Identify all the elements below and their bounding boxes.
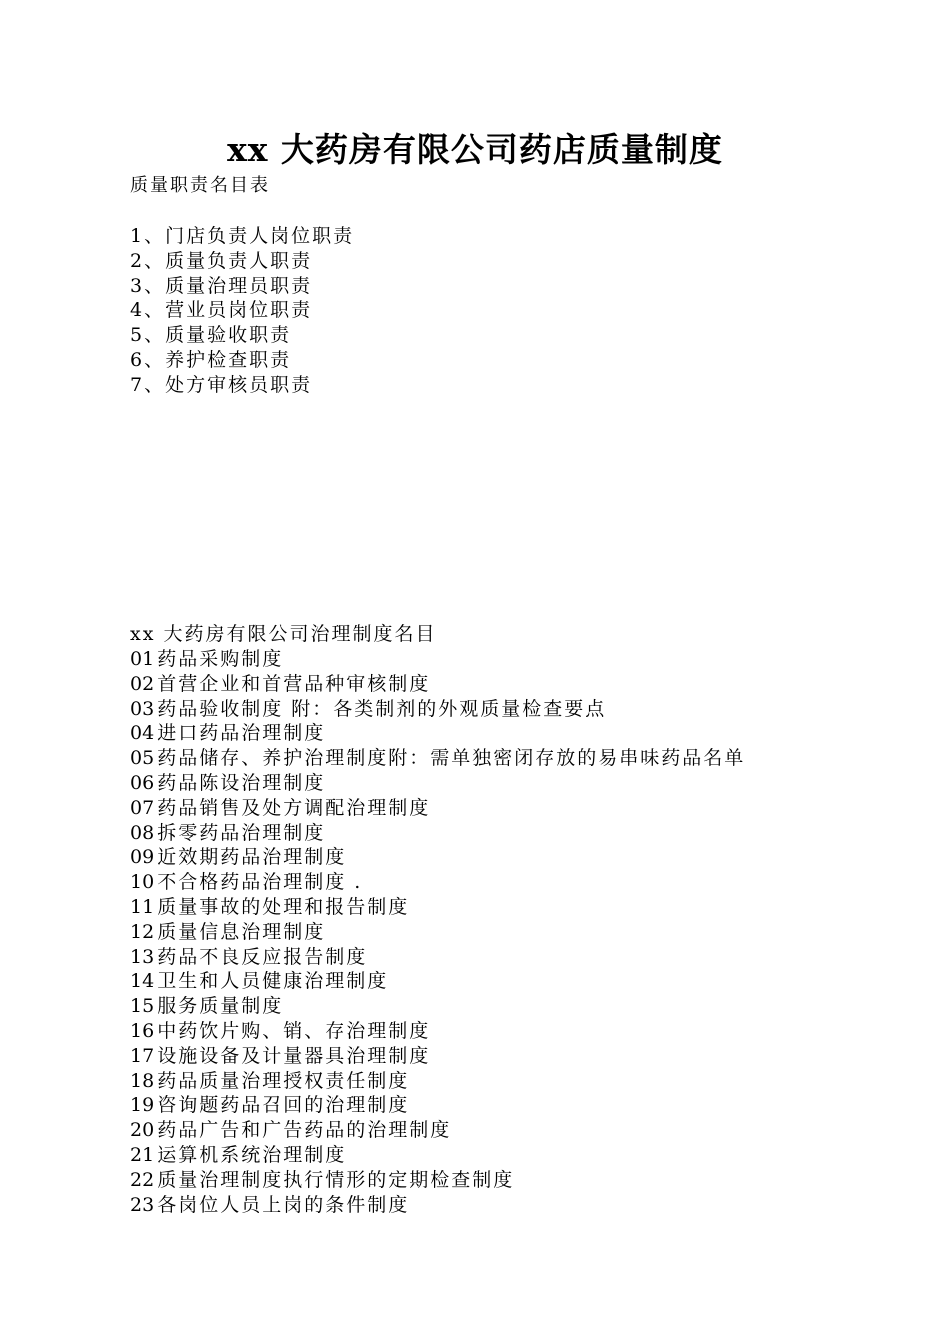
duties-heading: 质量职责名目表: [130, 175, 270, 196]
regulation-item: [130, 796, 745, 821]
regulation-text: 近效期药品治理制度: [157, 846, 347, 869]
regulation-item: [130, 1069, 745, 1094]
regulation-number: 16: [130, 1019, 155, 1042]
regulation-item: [130, 1143, 745, 1168]
regulation-text: 服务质量制度: [157, 995, 284, 1018]
regulation-text: 运算机系统治理制度: [157, 1143, 347, 1166]
regulation-item: [130, 771, 745, 796]
regulation-text: 质量事故的处理和报告制度: [157, 895, 410, 918]
regulations-heading: xx 大药房有限公司治理制度名目: [130, 623, 437, 645]
regulation-item: [130, 1019, 745, 1044]
duty-item: 4、营业员岗位职责: [130, 299, 313, 322]
regulation-number: 11: [130, 895, 155, 918]
regulation-text: 中药饮片购、销、存治理制度: [157, 1019, 431, 1042]
regulation-number: 09: [130, 846, 155, 869]
duty-item: 2、质量负责人职责: [130, 249, 313, 272]
regulation-item: [130, 1093, 745, 1118]
regulation-text: 药品陈设治理制度: [157, 771, 326, 794]
regulation-number: 07: [130, 796, 155, 819]
regulation-item: [130, 994, 745, 1019]
regulation-item: [130, 821, 745, 846]
regulation-text: 拆零药品治理制度: [157, 821, 326, 844]
regulation-item: [130, 895, 745, 920]
regulation-text: 咨询题药品召回的治理制度: [157, 1094, 410, 1117]
regulation-text: 药品验收制度 附：各类制剂的外观质量检查要点: [157, 697, 607, 720]
regulation-text: 药品不良反应报告制度: [157, 945, 368, 968]
regulation-text: 药品储存、养护治理制度附：需单独密闭存放的易串味药品名单: [157, 747, 746, 770]
regulation-number: 14: [130, 970, 155, 993]
regulation-text: 设施设备及计量器具治理制度: [157, 1044, 431, 1067]
regulation-text: 质量信息治理制度: [157, 920, 326, 943]
regulation-text: 进口药品治理制度: [157, 722, 326, 745]
regulation-number: 19: [130, 1094, 155, 1117]
regulation-item: [130, 697, 745, 722]
duty-item: 3、质量治理员职责: [130, 274, 313, 297]
regulation-item: [130, 672, 745, 697]
regulation-text: 药品广告和广告药品的治理制度: [157, 1119, 452, 1142]
regulation-text: 药品采购制度: [157, 648, 284, 670]
regulation-number: 20: [130, 1119, 155, 1142]
regulation-item: [130, 845, 745, 870]
regulation-item: [130, 870, 745, 895]
duty-item: 5、质量验收职责: [130, 324, 292, 347]
regulation-text: 卫生和人员健康治理制度: [157, 970, 389, 993]
regulation-number: 15: [130, 995, 155, 1018]
regulation-number: 21: [130, 1143, 155, 1166]
duty-item: 6、养护检查职责: [130, 348, 292, 371]
regulation-text: 首营企业和首营品种审核制度: [157, 672, 431, 695]
regulation-number: 03: [130, 697, 155, 720]
regulation-number: 17: [130, 1044, 155, 1067]
regulation-text: 药品质量治理授权责任制度: [157, 1069, 410, 1092]
regulation-item: [130, 647, 745, 672]
regulation-text: 不合格药品治理制度 .: [157, 871, 363, 894]
duties-list: [130, 224, 354, 398]
regulation-number: 22: [130, 1168, 155, 1191]
regulation-item: [130, 1044, 745, 1069]
regulation-item: [130, 1118, 745, 1143]
regulation-number: 05: [130, 747, 155, 770]
regulation-number: 10: [130, 871, 155, 894]
regulation-number: 06: [130, 771, 155, 794]
regulations-list: [130, 647, 745, 1217]
regulation-number: 02: [130, 672, 155, 695]
duty-item: 7、处方审核员职责: [130, 373, 313, 396]
regulation-item: [130, 969, 745, 994]
regulation-text: 药品销售及处方调配治理制度: [157, 796, 431, 819]
regulation-item: [130, 1168, 745, 1193]
regulation-text: 质量治理制度执行情形的定期检查制度: [157, 1168, 515, 1191]
regulation-item: [130, 746, 745, 771]
regulation-item: [130, 920, 745, 945]
regulation-number: 08: [130, 821, 155, 844]
regulation-number: 12: [130, 920, 155, 943]
regulation-item: [130, 945, 745, 970]
regulation-item: [130, 1193, 745, 1218]
regulation-number: 13: [130, 945, 155, 968]
regulation-item: [130, 721, 745, 746]
regulation-number: 23: [130, 1193, 155, 1216]
regulation-number: 18: [130, 1069, 155, 1092]
regulation-number: 04: [130, 722, 155, 745]
regulation-text: 各岗位人员上岗的条件制度: [157, 1193, 410, 1216]
document-title: xx 大药房有限公司药店质量制度: [227, 130, 723, 169]
regulation-number: 01: [130, 648, 155, 670]
duty-item: 1、门店负责人岗位职责: [130, 225, 355, 247]
